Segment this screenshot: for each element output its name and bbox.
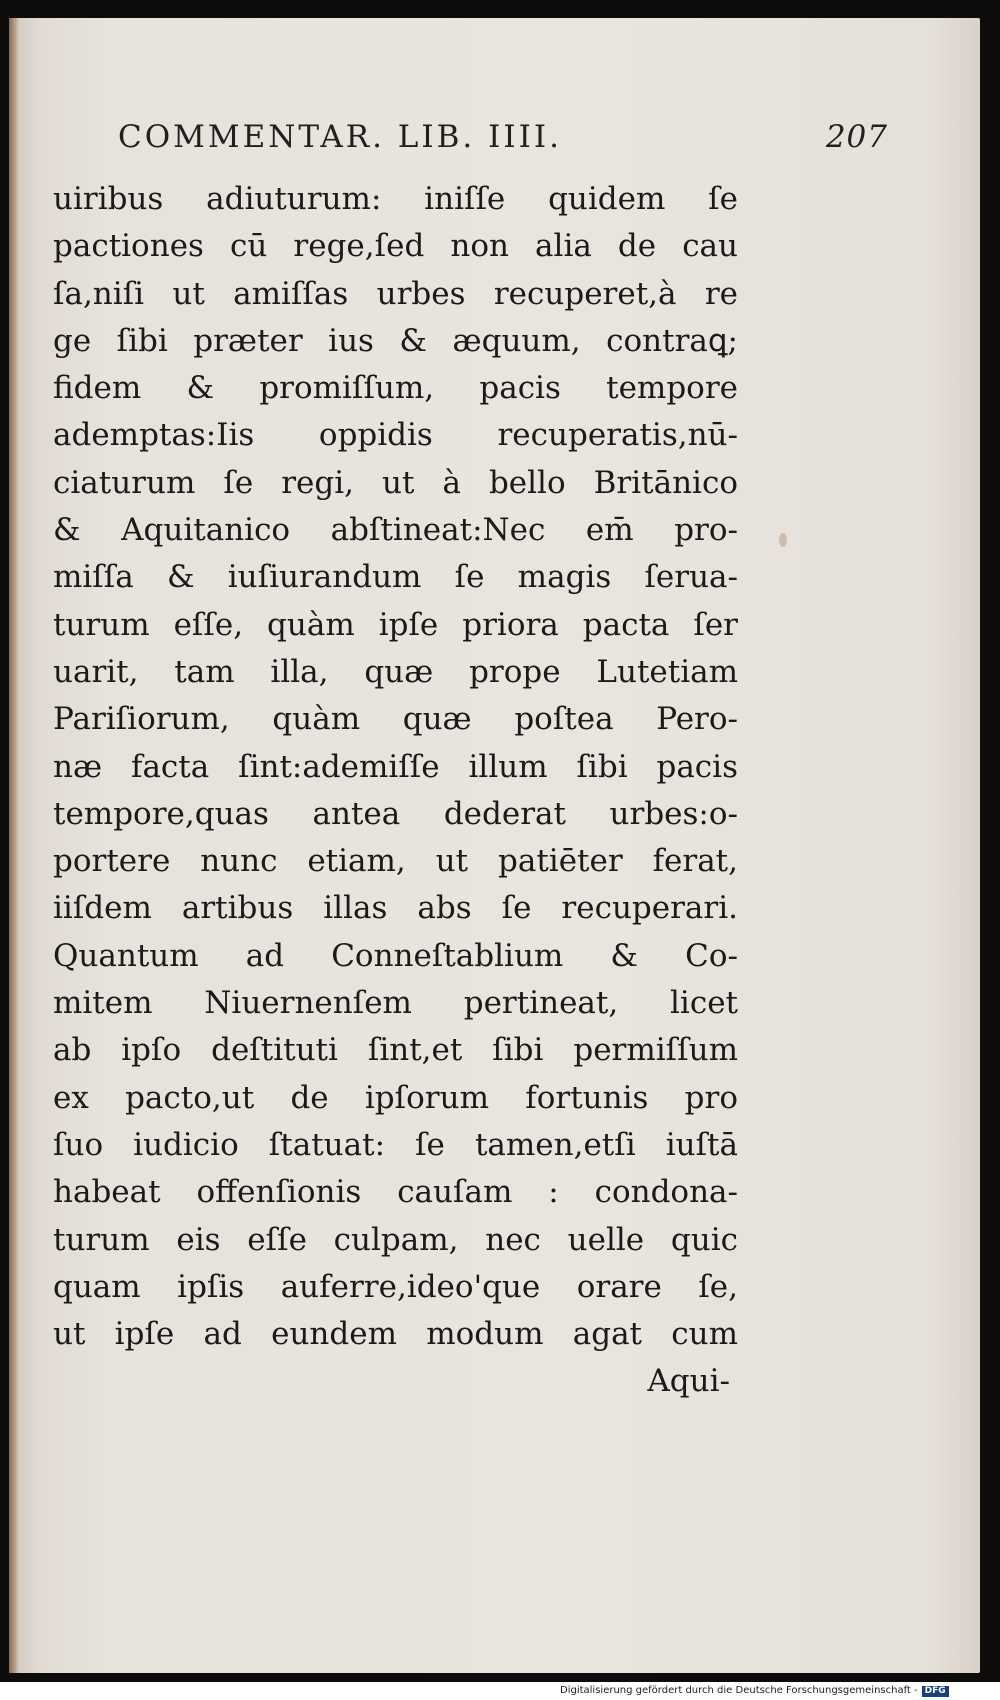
book-page [9,18,980,1673]
page-edge-shadow [9,18,19,1673]
text-line: pactiones cū rege,ſed non alia de cau [53,228,738,265]
text-line: iiſdem artibus illas abs ſe recuperari. [53,890,738,927]
paper-stain [779,533,787,547]
credit-text: Digitalisierung gefördert durch die Deutsche Forschungsgemeinschaft - [560,1685,918,1696]
text-line: turum eis eſſe culpam, nec uelle quic [53,1221,738,1258]
text-line: fidem & promiſſum, pacis tempore [53,370,738,407]
text-line: mitem Niuernenſem pertineat, licet [53,985,738,1022]
text-line: tempore,quas antea dederat urbes:o- [53,795,738,832]
text-line: ciaturum ſe regi, ut à bello Britānico [53,464,738,501]
text-line: miſſa & iuſiurandum ſe magis ſerua- [53,559,738,596]
text-line: ab ipſo deſtituti ſint,et ſibi permiſſum [53,1032,738,1069]
dfg-logo: DFG [922,1686,949,1697]
text-line: ut ipſe ad eundem modum agat cum [53,1316,738,1353]
text-line: ademptas:Iis oppidis recuperatis,nū- [53,417,738,454]
text-line: næ facta ſint:ademiſſe illum ſibi pacis [53,748,738,785]
text-line: Pariſiorum, quàm quæ poſtea Pero- [53,701,738,738]
text-line: & Aquitanico abſtineat:Nec em̄ pro- [53,512,738,549]
text-line: uiribus adiuturum: iniſſe quidem ſe [53,181,738,217]
text-line: quam ipſis auferre,ideo'que orare ſe, [53,1268,738,1305]
catchword: Aqui- [647,1363,730,1400]
text-line: ex pacto,ut de ipſorum fortunis pro [53,1079,738,1116]
text-line: habeat offenſionis cauſam : condona- [53,1174,738,1211]
running-head-title: COMMENTAR. LIB. IIII. [118,119,562,155]
text-line: uarit, tam illa, quæ prope Lutetiam [53,653,738,690]
digitization-credit [560,1685,949,1697]
text-line: ge ſibi præter ius & æquum, contraꝗ; [53,322,738,359]
text-line: ſa,niſi ut amiſſas urbes recuperet,à re [53,275,738,312]
text-line: portere nunc etiam, ut patiēter ferat, [53,843,738,880]
page-number: 207 [825,119,888,155]
body-text [53,176,738,1406]
text-line: turum eſſe, quàm ipſe priora pacta ſer [53,606,738,643]
text-line: Quantum ad Conneſtablium & Co- [53,937,738,974]
text-line: ſuo iudicio ſtatuat: ſe tamen,etſi iuſtā [53,1126,738,1163]
